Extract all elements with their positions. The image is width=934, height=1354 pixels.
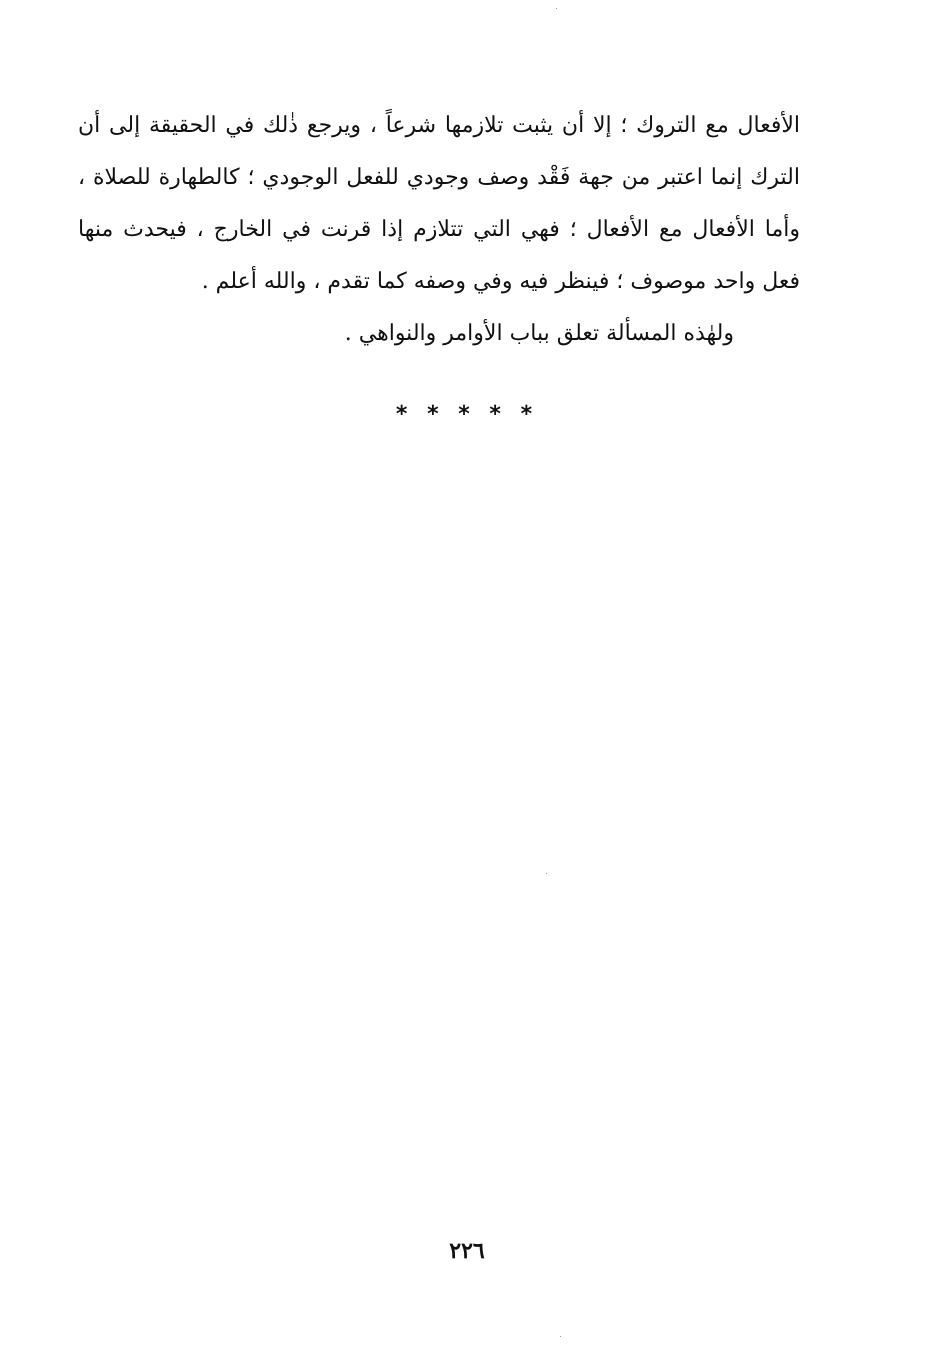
scan-speck xyxy=(546,873,547,874)
paragraph-line: فعل واحد موصوف ؛ فينظر فيه وفي وصفه كما تقدم ، والله أعلم . xyxy=(201,269,800,294)
section-separator: * * * * * xyxy=(395,402,539,427)
paragraph-line: وأما الأفعال مع الأفعال ؛ فهي التي تتلازم إذا قرنت في الخارج ، فيحدث منها xyxy=(78,217,800,242)
page-number: ٢٢٦ xyxy=(449,1238,485,1264)
scan-speck xyxy=(560,1336,561,1337)
paragraph-line: ولهٰذه المسألة تعلق بباب الأوامر والنواهي . xyxy=(344,321,734,346)
scan-speck xyxy=(556,8,557,9)
body-text xyxy=(78,100,800,360)
paragraph-line: الأفعال مع التروك ؛ إلا أن يثبت تلازمها شرعاً ، ويرجع ذٰلك في الحقيقة إلى أن xyxy=(78,113,800,138)
paragraph-line: الترك إنما اعتبر من جهة فَقْد وصف وجودي للفعل الوجودي ؛ كالطهارة للصلاة ، xyxy=(78,165,800,190)
